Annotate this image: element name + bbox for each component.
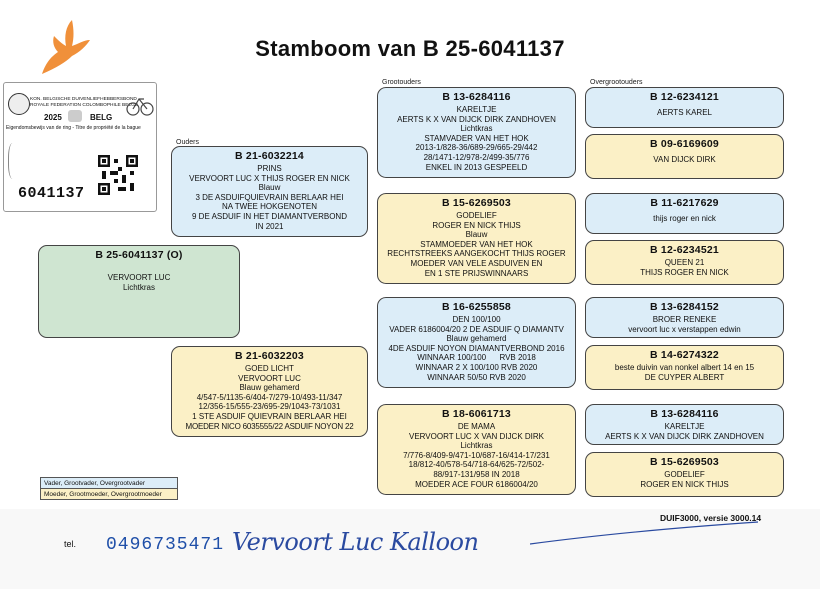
detail-line: Lichtkras — [460, 124, 493, 134]
signature: Vervoort Luc Kalloon — [232, 528, 479, 556]
coat-of-arms-icon — [68, 110, 82, 122]
section-label-grootouders: Grootouders — [382, 79, 421, 86]
detail-line: 28/1471-12/978-2/499-35/776 — [423, 152, 530, 162]
detail-line: GOED LICHT — [245, 364, 294, 373]
parent-box-father — [171, 146, 368, 237]
detail-line: AERTS K X VAN DIJCK DIRK ZANDHOVEN — [397, 114, 556, 124]
detail-line: DEN 100/100 — [452, 315, 501, 324]
detail-line: Blauw — [465, 230, 488, 240]
grandparent-box — [377, 404, 576, 495]
ring-number: B 12-6234121 — [650, 91, 719, 103]
greatgrandparent-box — [585, 134, 784, 179]
detail-line: Blauw — [258, 183, 281, 193]
ring-number: B 15-6269503 — [650, 456, 719, 468]
grandparent-box — [377, 193, 576, 284]
section-label-overgrootouders: Overgrootouders — [590, 79, 643, 86]
card-header-1: KON. BELGISCHE DUIVENLIEFHEBBERSBOND — [30, 97, 137, 102]
detail-line: 1 STE ASDUIF QUIEVRAIN BERLAAR HEI — [192, 411, 347, 421]
detail-line: WINNAAR 50/50 RVB 2020 — [427, 372, 526, 382]
ring-number: B 13-6284152 — [650, 301, 719, 313]
parent-box-mother — [171, 346, 368, 437]
legend-female: Moeder, Grootmoeder, Overgrootmoeder — [40, 488, 178, 500]
signature-stroke — [530, 520, 760, 550]
ring-number: B 13-6284116 — [442, 91, 511, 103]
detail-line: GODELIEF — [664, 470, 705, 479]
greatgrandparent-box — [585, 193, 784, 234]
detail-line: STAMVADER VAN HET HOK — [424, 133, 529, 143]
detail-line: PRINS — [257, 164, 282, 173]
greatgrandparent-box — [585, 345, 784, 390]
bicycle-icon — [126, 93, 154, 117]
greatgrandparent-box — [585, 240, 784, 285]
detail-line: VERVOORT LUC X THIJS ROGER EN NICK — [189, 173, 350, 183]
ring-scribble — [8, 143, 19, 179]
ring-number: B 16-6255858 — [442, 301, 511, 313]
detail-line: 88/917-131/958 IN 2018 — [433, 469, 520, 479]
card-year: 2025 — [44, 113, 62, 122]
software-version: DUIF3000, versie 3000.14 — [660, 513, 762, 523]
detail-line: 18/812-40/578-54/718-64/625-72/502- — [408, 460, 545, 470]
detail-line: thijs roger en nick — [653, 214, 716, 223]
detail-line: 4DE ASDUIF NOYON DIAMANTVERBOND 2016 — [388, 343, 565, 353]
grandparent-box — [377, 87, 576, 178]
card-header-2: ROYALE FEDERATION COLOMBOPHILE BELGE — [30, 103, 139, 108]
ring-number: B 18-6061713 — [442, 408, 511, 420]
greatgrandparent-box — [585, 297, 784, 338]
ring-number: B 21-6032203 — [235, 350, 304, 362]
legend-male: Vader, Grootvader, Overgrootvader — [40, 477, 178, 488]
detail-line: QUEEN 21 — [664, 258, 705, 267]
detail-line: MOEDER NICO 6035555/22 ASDUIF NOYON 22 — [185, 421, 354, 431]
detail-line: RECHTSTREEKS AANGEKOCHT THIJS ROGER — [387, 249, 566, 259]
detail-line: VADER 6186004/20 2 DE ASDUIF Q DIAMANTV — [389, 324, 564, 334]
ring-number: B 21-6032214 — [235, 150, 304, 162]
ring-number: B 11-6217629 — [650, 197, 719, 209]
subject-box — [38, 245, 240, 338]
detail-line: WINNAAR 100/100 RVB 2018 — [417, 353, 536, 363]
detail-line: DE MAMA — [457, 422, 496, 431]
phone-number: 0496735471 — [106, 535, 225, 555]
detail-line: VAN DIJCK DIRK — [653, 155, 716, 164]
detail-line: ROGER EN NICK THIJS — [640, 479, 729, 489]
detail-line: NA TWEE HOKGENOTEN — [222, 202, 317, 212]
grandparent-box — [377, 297, 576, 388]
card-number: 6041137 — [18, 185, 85, 202]
detail-line: THIJS ROGER EN NICK — [640, 267, 729, 277]
detail-line: 9 DE ASDUIF IN HET DIAMANTVERBOND — [192, 211, 347, 221]
greatgrandparent-box — [585, 404, 784, 445]
section-label-ouders: Ouders — [176, 139, 199, 146]
detail-line: 12/356-15/555-23/695-29/1043-73/1031 — [198, 402, 341, 412]
detail-line: 7/776-8/409-9/471-10/687-16/414-17/231 — [403, 450, 550, 460]
detail-line: MOEDER VAN VELE ASDUIVEN EN — [410, 258, 543, 268]
ring-number: B 12-6234521 — [650, 244, 719, 256]
card-subtitle: Eigendomsbewijs van de ring - Titre de propriété de la bague — [6, 125, 141, 131]
detail-line: BROER RENEKE — [652, 315, 717, 324]
detail-line: 3 DE ASDUIFQUIEVRAIN BERLAAR HEI — [195, 192, 344, 202]
greatgrandparent-box — [585, 87, 784, 128]
detail-line: DE CUYPER ALBERT — [644, 372, 725, 382]
detail-line: KARELTJE — [456, 105, 497, 114]
detail-line: VERVOORT LUC X VAN DIJCK DIRK — [409, 431, 544, 441]
qr-code — [98, 155, 138, 195]
detail-line: GODELIEF — [456, 211, 497, 220]
federation-logo-icon — [8, 93, 30, 115]
ring-number: B 25-6041137 (O) — [95, 249, 183, 261]
ownership-card — [3, 82, 157, 212]
detail-line: IN 2021 — [255, 221, 284, 231]
detail-line: KARELTJE — [664, 422, 705, 431]
tel-label: tel. — [64, 539, 77, 549]
detail-line: Blauw gehamerd — [239, 383, 300, 393]
detail-line: 4/547-5/1135-6/404-7/279-10/493-11/347 — [196, 392, 343, 402]
detail-line — [42, 263, 236, 273]
detail-line: ENKEL IN 2013 GESPEELD — [425, 162, 528, 172]
detail-line: VERVOORT LUC — [107, 273, 171, 282]
detail-line: AERTS K X VAN DIJCK DIRK ZANDHOVEN — [605, 431, 764, 441]
ring-number: B 15-6269503 — [442, 197, 511, 209]
detail-line: Lichtkras — [460, 441, 493, 451]
greatgrandparent-box — [585, 452, 784, 497]
detail-line: beste duivin van nonkel albert 14 en 15 — [614, 363, 755, 372]
ring-number: B 14-6274322 — [650, 349, 719, 361]
detail-line: ROGER EN NICK THIJS — [432, 220, 521, 230]
detail-line: STAMMOEDER VAN HET HOK — [420, 239, 533, 249]
ring-number: B 13-6284116 — [650, 408, 719, 420]
detail-line: AERTS KAREL — [657, 108, 712, 117]
card-country: BELG — [90, 113, 113, 122]
detail-line: Lichtkras — [122, 282, 155, 292]
detail-line: Blauw gehamerd — [446, 334, 507, 344]
detail-line: VERVOORT LUC — [238, 373, 301, 383]
page-title: Stamboom van B 25-6041137 — [255, 36, 565, 61]
ring-number: B 09-6169609 — [650, 138, 719, 150]
detail-line: WINNAAR 2 X 100/100 RVB 2020 — [415, 362, 538, 372]
detail-line: vervoort luc x verstappen edwin — [628, 324, 741, 334]
detail-line: MOEDER ACE FOUR 6186004/20 — [415, 479, 538, 489]
detail-line: 2013-1/828-36/689-29/665-29/442 — [415, 143, 538, 153]
detail-line: EN 1 STE PRIJSWINNAARS — [424, 268, 529, 278]
